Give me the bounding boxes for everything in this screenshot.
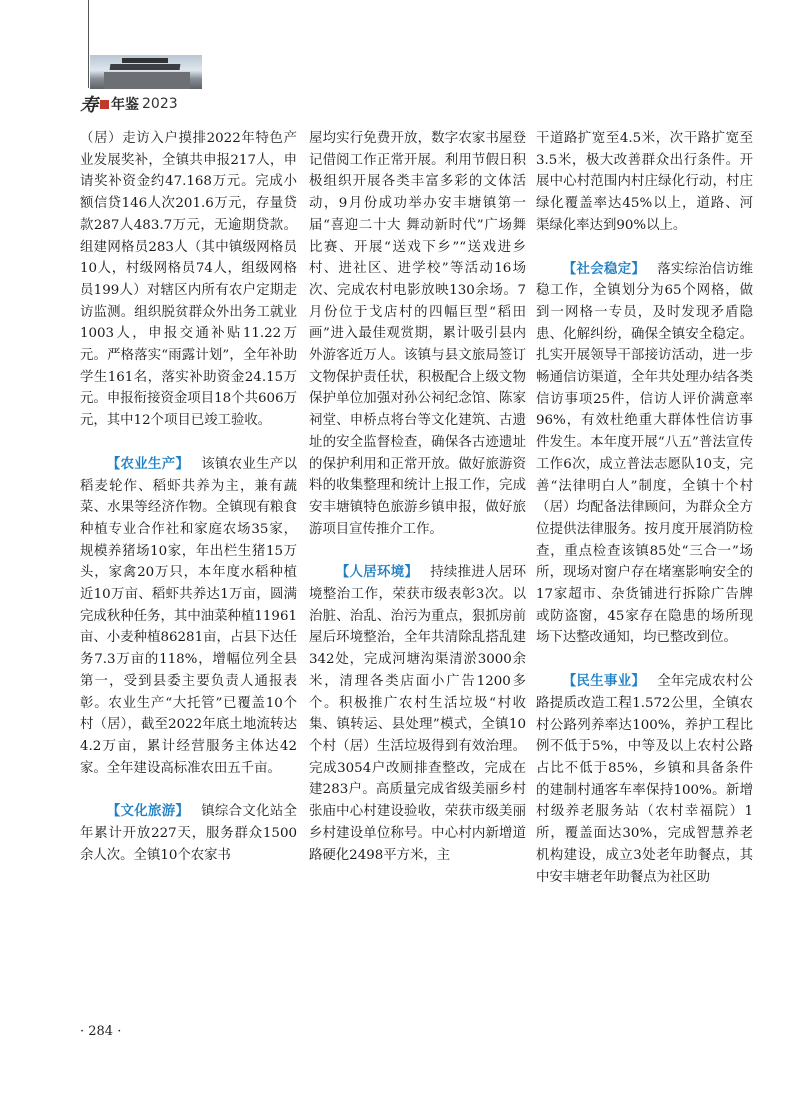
section-text: 持续推进人居环境整治工作，荣获市级表彰3次。以治脏、治乱、治污为重点，狠抓房前屋后环境整治，全年共清除乱搭乱建342处，完成河塘沟渠清淤3000余米，清理各类店面小广告1200多个。积极推广农村生活垃圾“村收集、镇转运、县处理”模式，全镇10个村（居）生活垃圾得到有效治理。完成3054户改厕排查整改，完成在建283户。高质量完成省级美丽乡村张庙中心村建设验收，荣获市级美丽乡村建设单位称号。中心村内新增道路硬化2498平方米，主 bbox=[309, 565, 526, 863]
section-heading: 【文化旅游】 bbox=[106, 803, 190, 820]
section-text: 落实综治信访维稳工作，全镇划分为65个网格，做到一网格一专员，及时发现矛盾隐患、化解纠纷，确保全镇安全稳定。扎实开展领导干部接访活动，进一步畅通信访渠道，全年共处理办结各类信访事项25件，信访人评价满意率96%，有效杜绝重大群体性信访事件发生。本年度开展“八五”普法宣传工作6次，成立普法志愿队10支，完善“法律明白人”制度，全镇十个村（居）均配备法律顾问，为群众全方位提供法律服务。按月度开展消防检查，重点检查该镇85处“三合一”场所，现场对窗户存在堵塞影响安全的17家超市、杂货铺进行拆除广告牌或防盗窗，45家存在隐患的场所现场下达整改通知，均已整改到位。 bbox=[536, 261, 753, 646]
seal-icon bbox=[100, 100, 109, 109]
page-number: · 284 · bbox=[80, 1024, 122, 1039]
text-column-1 bbox=[80, 128, 297, 867]
yearbook-year: 2023 bbox=[142, 96, 178, 112]
paragraph: （居）走访入户摸排2022年特色产业发展奖补，全镇共申报217人，申请奖补资金约47.168万元。完成小额信贷146人次201.6万元，存量贷款287人483.7万元，无逾期贷款。组建网格员283人（其中镇级网格员10人，村级网格员74人，组级网格员199人）对辖区内所有农户定期走访监测。组织脱贫群众外出务工就业1003人，申报交通补贴11.22万元。严格落实“雨露计划”，全年补助学生161名，落实补助资金24.15万元。申报衔接资金项目18个共606万元，其中12个项目已竣工验收。 bbox=[80, 131, 297, 429]
page-header bbox=[78, 0, 198, 125]
header-photo bbox=[90, 55, 202, 89]
text-column-2 bbox=[309, 128, 526, 866]
paragraph: 干道路扩宽至4.5米，次干路扩宽至3.5米，极大改善群众出行条件。开展中心村范围内村庄绿化行动，村庄绿化覆盖率达45%以上，道路、河渠绿化率达到90%以上。 bbox=[536, 131, 753, 233]
header-rule bbox=[88, 0, 89, 88]
section-heading: 【农业生产】 bbox=[106, 455, 190, 472]
yearbook-title bbox=[80, 93, 178, 115]
text-column-3 bbox=[536, 128, 753, 888]
section-heading: 【民生事业】 bbox=[562, 673, 646, 690]
section-heading: 【社会稳定】 bbox=[562, 260, 646, 277]
section-text: 全年完成农村公路提质改造工程1.572公里，全镇农村公路列养率达100%，养护工程比例不低于5%，中等及以上农村公路占比不低于85%，乡镇和具备条件的建制村通客车率保持100%。新增村级养老服务站（农村幸福院）1所，覆盖面达30%，完成智慧养老机构建设，成立3处老年助餐点，其中安丰塘老年助餐点为社区助 bbox=[536, 674, 753, 885]
section-social-stability bbox=[536, 259, 753, 650]
brand-text: 年鉴 bbox=[111, 97, 139, 113]
section-livelihood bbox=[536, 671, 753, 888]
section-text: 该镇农业生产以稻麦轮作、稻虾共养为主，兼有蔬菜、水果等经济作物。全镇现有粮食种植专业合作社和家庭农场35家，规模养猪场10家，年出栏生猪15万头，家禽20万只，本年度水稻种植近10万亩、稻虾共养达1万亩，圆满完成秋种任务，其中油菜种植11961亩、小麦种植86281亩，占县下达任务7.3万亩的118%，增幅位列全县第一，受到县委主要负责人通报表彰。农业生产“大托管”已覆盖10个村（居），截至2022年底土地流转达4.2万亩，累计经营服务主体达42家。全年建设高标准农田五千亩。 bbox=[80, 456, 297, 776]
section-heading: 【人居环境】 bbox=[335, 564, 419, 581]
section-culture-tourism bbox=[80, 801, 297, 866]
section-agriculture bbox=[80, 454, 297, 780]
section-living-environment bbox=[309, 562, 526, 866]
section-text: 镇综合文化站全年累计开放227天，服务群众1500余人次。全镇10个农家书 bbox=[80, 804, 297, 863]
paragraph: 屋均实行免费开放，数字农家书屋登记借阅工作正常开展。利用节假日积极组织开展各类丰富多彩的文体活动，9月份成功举办安丰塘镇第一届“喜迎二十大 舞动新时代”广场舞比赛、开展“送戏下乡”“送戏进乡村、进社区、进学校”等活动16场次、完成农村电影放映130余场。7月份位于戈店村的四幅巨型“稻田画”进入最佳观赏期，累计吸引县内外游客近万人。该镇与县文旅局签订文物保护责任状，积极配合上级文物保护单位加强对孙公祠纪念馆、陈家祠堂、申桥点将台等文化建筑、古遗址的安全监督检查，确保各古迹遗址的保护利用和正常开放。做好旅游资料的收集整理和统计上报工作，完成安丰塘镇特色旅游乡镇申报，做好旅游项目宣传推介工作。 bbox=[309, 131, 526, 537]
brand-calligraphy: 寿 bbox=[80, 95, 98, 116]
